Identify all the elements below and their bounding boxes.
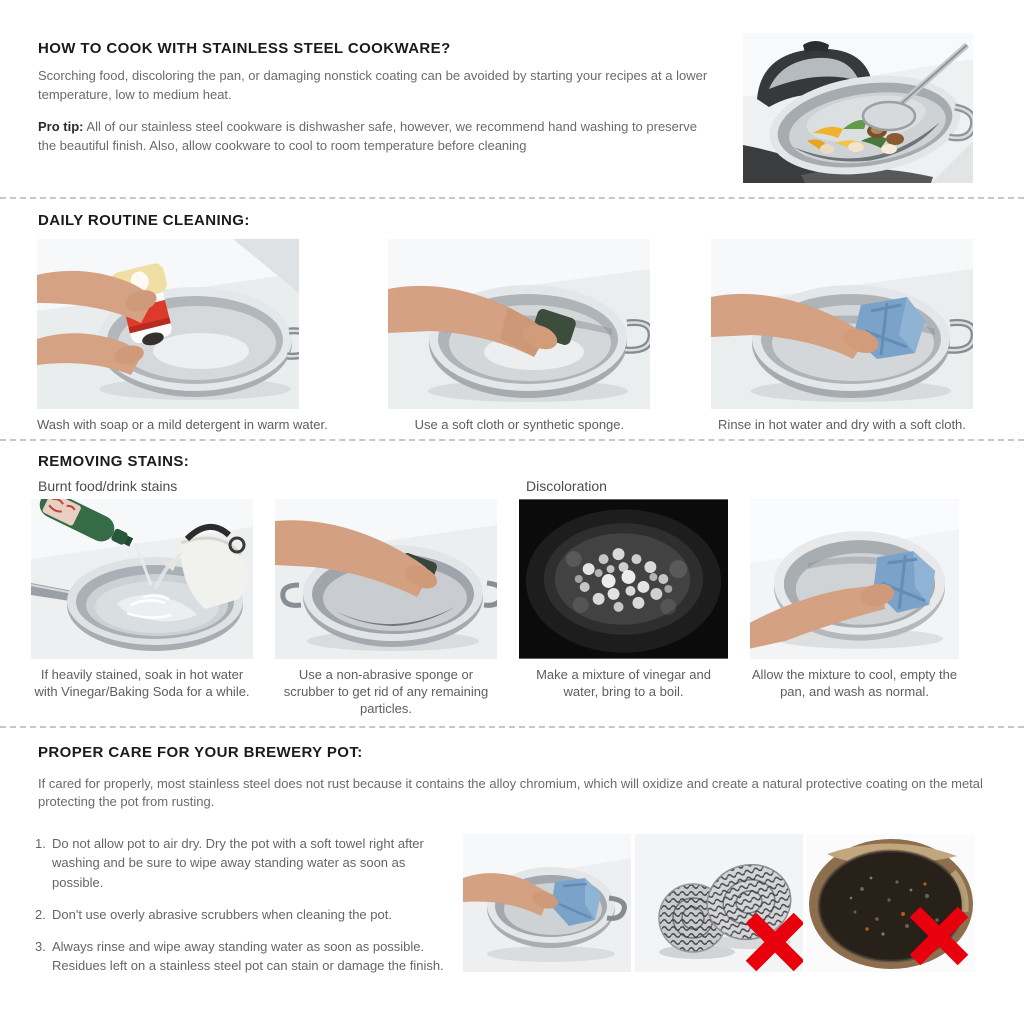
- wok-cooking-photo: [743, 33, 973, 183]
- cook-pro-tip: [38, 118, 714, 156]
- daily-step-3: [711, 239, 973, 433]
- wash-after-cooling-photo: [750, 499, 959, 659]
- care-photo-drying: [463, 834, 631, 972]
- steel-wool-scrubbers-illustration: [635, 834, 803, 972]
- stain-group-label-discoloration: Discoloration: [526, 478, 607, 495]
- care-tip-1: [35, 834, 459, 891]
- pouring-liquids-into-pan-illustration: [31, 499, 253, 659]
- hand-blue-cloth-pan-illustration: [711, 239, 973, 409]
- wok-with-vegetables-illustration: [743, 33, 973, 183]
- tip-text: Do not allow pot to air dry. Dry the pot with a soft towel right after washing and be sure to wipe away standing water as soon as possible.: [52, 836, 424, 890]
- stains-caption-1: If heavily stained, soak in hot water with Vinegar/Baking Soda for a while.: [34, 667, 250, 700]
- section-proper-care: [0, 744, 1024, 988]
- pro-tip-label: Pro tip:: [38, 118, 84, 134]
- stain-group-label-burnt: Burnt food/drink stains: [38, 478, 178, 495]
- burnt-pot-illustration: [807, 834, 975, 972]
- care-photo-scrubbers: [635, 834, 803, 972]
- care-tip-2: [35, 905, 459, 924]
- tip-text: Always rinse and wipe away standing water as soon as possible. Residues left on a stainless steel pot can stain or damage the finish.: [52, 938, 444, 973]
- stains-step-1: [31, 499, 253, 717]
- sponge-wipe-photo: [388, 239, 650, 409]
- stains-step-2: [275, 499, 497, 717]
- care-title: PROPER CARE FOR YOUR BREWERY POT:: [38, 743, 363, 761]
- care-body: If cared for properly, most stainless steel does not rust because it contains the alloy chromium, which will oxidize and create a natural protective coating on the metal protecting the pot from rusting.: [38, 775, 983, 810]
- soak-pan-photo: [31, 499, 253, 659]
- cook-body: Scorching food, discoloring the pan, or damaging nonstick coating can be avoided by starting your recipes at a lower temperature, low to medium heat.: [38, 68, 708, 102]
- daily-caption-2: Use a soft cloth or synthetic sponge.: [414, 417, 625, 432]
- care-photo-burnt: [807, 834, 975, 972]
- tip-number: 3.: [35, 938, 46, 954]
- stains-step-3: [519, 499, 728, 717]
- stains-step-4: [750, 499, 959, 717]
- daily-caption-3: Rinse in hot water and dry with a soft cloth.: [718, 417, 966, 432]
- daily-step-1: [37, 239, 328, 433]
- tip-text: Don't use overly abrasive scrubbers when cleaning the pot.: [52, 906, 392, 922]
- section-daily-cleaning: [0, 212, 1024, 433]
- drying-pot-with-towel-illustration: [463, 834, 631, 972]
- hand-blue-cloth-bowl-illustration: [750, 499, 959, 659]
- stains-caption-2: Use a non-abrasive sponge or scrubber to get rid of any remaining particles.: [283, 667, 489, 717]
- dashed-divider: [0, 726, 1024, 728]
- hand-sponge-wok-illustration: [275, 499, 497, 659]
- cook-title: HOW TO COOK WITH STAINLESS STEEL COOKWARE?: [38, 40, 451, 57]
- care-tips-list: [35, 834, 459, 988]
- boiling-mixture-photo: [519, 499, 728, 659]
- section-how-to-cook: [0, 40, 1024, 183]
- hand-sponge-pan-illustration: [388, 239, 650, 409]
- daily-caption-1: Wash with soap or a mild detergent in warm water.: [37, 417, 328, 432]
- care-tip-3: [35, 937, 459, 975]
- boiling-water-in-dark-pan-illustration: [519, 499, 728, 659]
- pro-tip-text: All of our stainless steel cookware is dishwasher safe, however, we recommend hand washing to preserve the beautiful finish. Also, allow cookware to cool to room temperature before cleaning: [38, 118, 697, 153]
- stains-caption-4: Allow the mixture to cool, empty the pan, and wash as normal.: [751, 667, 958, 700]
- rinse-dry-photo: [711, 239, 973, 409]
- tip-number: 2.: [35, 906, 46, 922]
- scrub-pan-photo: [275, 499, 497, 659]
- hands-soap-dispenser-pan-illustration: [37, 239, 299, 409]
- daily-step-2: [388, 239, 650, 433]
- dashed-divider: [0, 197, 1024, 199]
- stains-caption-3: Make a mixture of vinegar and water, bring to a boil.: [536, 667, 711, 700]
- tip-number: 1.: [35, 836, 46, 852]
- stains-title: REMOVING STAINS:: [38, 453, 190, 471]
- dashed-divider: [0, 439, 1024, 441]
- section-removing-stains: [0, 453, 1024, 717]
- daily-title: DAILY ROUTINE CLEANING:: [38, 212, 250, 229]
- soap-wash-photo: [37, 239, 299, 409]
